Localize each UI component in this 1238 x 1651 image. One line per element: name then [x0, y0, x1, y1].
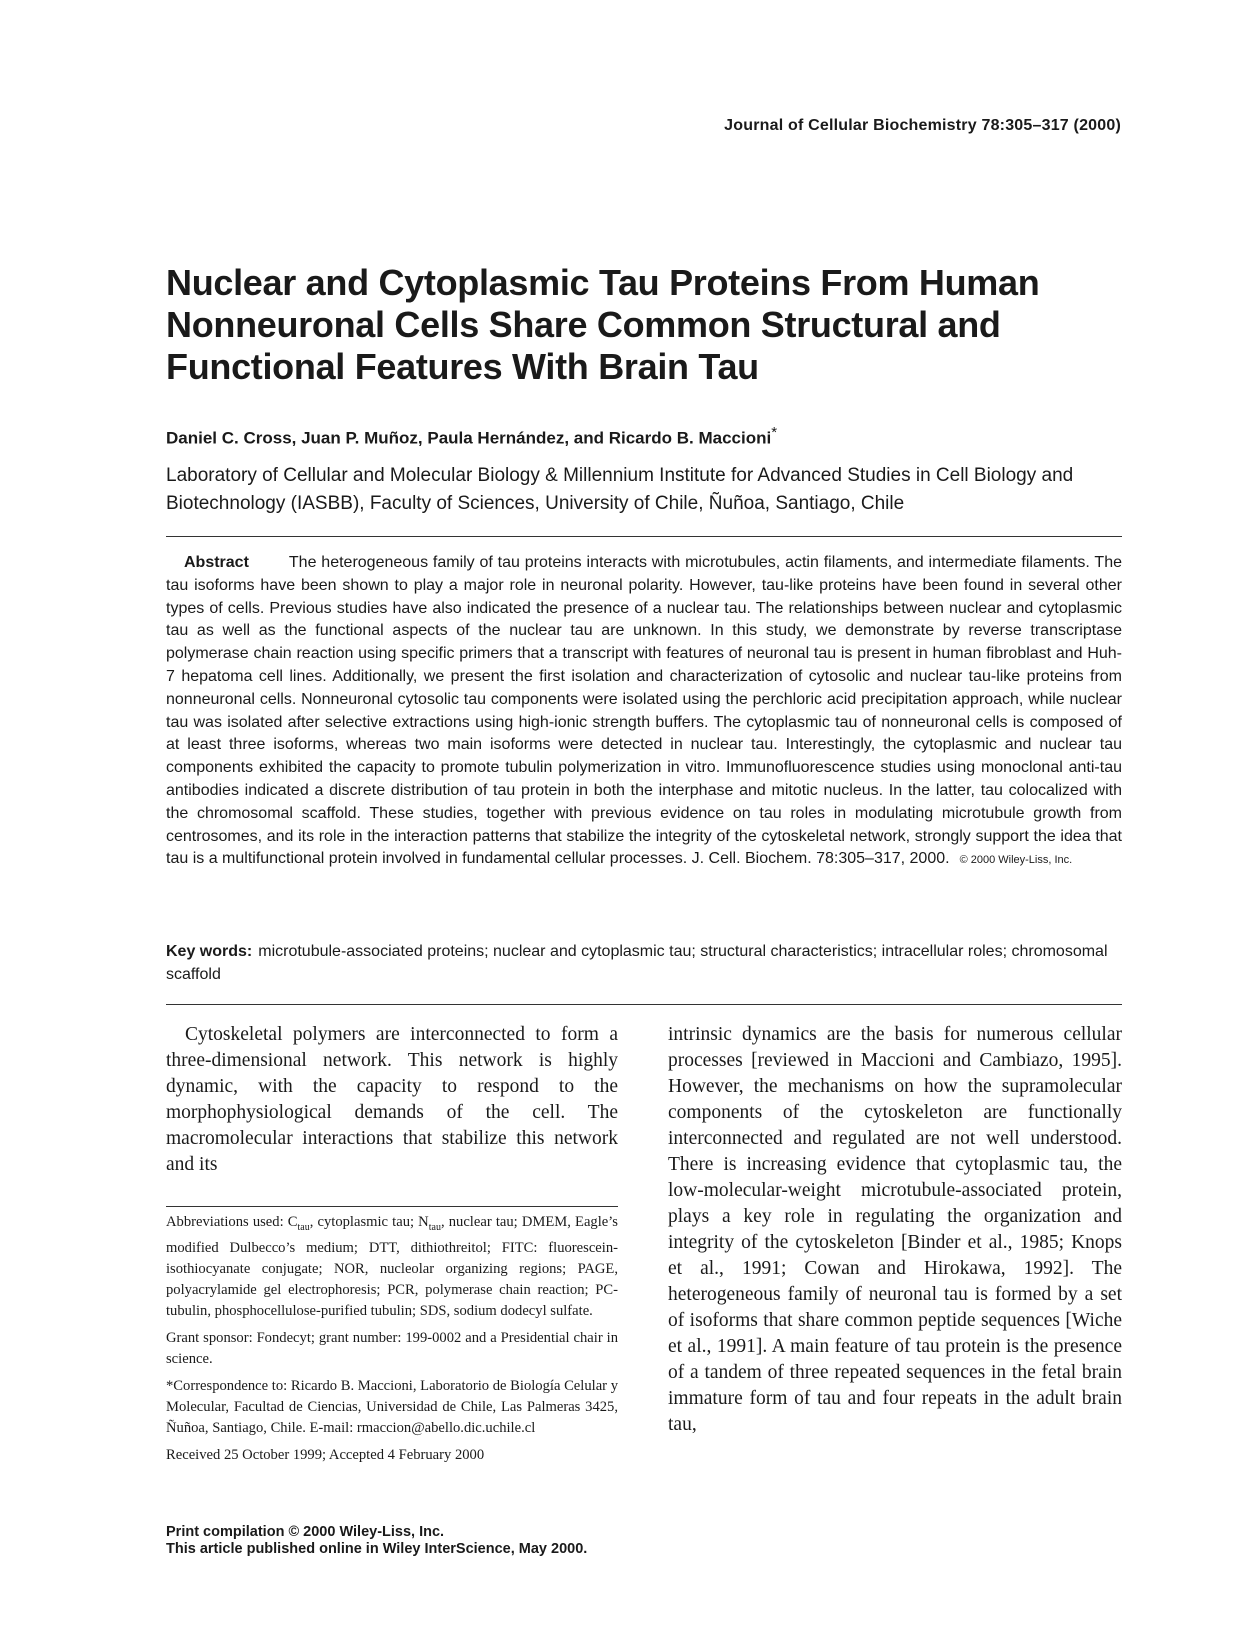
abstract-text: The heterogeneous family of tau proteins interacts with microtubules, actin filaments, and intermediate filaments. The tau isoforms have been shown to play a major role in neuronal polarity. However, tau-like proteins have been found in several other types of cells. Previous studies have also indicated the presence of a nuclear tau. The relationships between nuclear and cytoplasmic tau as well as the functional aspects of the nuclear tau are unknown. In this study, we demonstrate by reverse transcriptase polymerase chain reaction using specific primers that a transcript with features of neuronal tau is present in human fibroblast and Huh-7 hepatoma cell lines. Additionally, we present the first isolation and characterization of cytosolic and nuclear tau-like proteins from nonneuronal cells. Nonneuronal cytosolic tau components were isolated using the perchloric acid precipitation approach, while nuclear tau was isolated after selective extractions using high-ionic strength buffers. The cytoplasmic tau of nonneuronal cells is composed of at least three isoforms, whereas two main isoforms were detected in nuclear tau. Interestingly, the cytoplasmic and nuclear tau components exhibited the capacity to promote tubulin polymerization in vitro. Immunofluorescence studies using monoclonal anti-tau antibodies indicated a discrete distribution of tau protein in both the interphase and mitotic nucleus. In the latter, tau colocalized with the chromosomal scaffold. These studies, together with previous evidence on tau roles in modulating microtubule growth from centrosomes, and its role in the interaction patterns that stabilize the integrity of the cytoskeletal network, strongly support the idea that tau is a multifunctional protein involved in fundamental cellular processes. J. Cell. Biochem. 78:305–317, 2000. — [166, 554, 1122, 868]
abstract-copyright: © 2000 Wiley-Liss, Inc. — [959, 854, 1073, 867]
footnote-grant: Grant sponsor: Fondecyt; grant number: 199-0002 and a Presidential chair in science. — [166, 1329, 618, 1367]
abbrev-prefix: Abbreviations used: C — [166, 1214, 298, 1230]
author-list — [166, 424, 777, 449]
article-title: Nuclear and Cytoplasmic Tau Proteins From Human Nonneuronal Cells Share Common Structural and Functional Features With Brain Tau — [166, 262, 1040, 387]
online-publication: This article published online in Wiley InterScience, May 2000. — [166, 1541, 588, 1557]
footnote-correspondence: *Correspondence to: Ricardo B. Maccioni, Laboratorio de Biología Celular y Molecular, Facultad de Ciencias, Universidad de Chile, Las Palmeras 3425, Ñuñoa, Santiago, Chile. E-mail: rmaccion@abello.dic.uchile.cl — [166, 1377, 618, 1436]
footnote-received: Received 25 October 1999; Accepted 4 February 2000 — [166, 1446, 485, 1463]
body-column-left: Cytoskeletal polymers are interconnected to form a three-dimensional network. This network is highly dynamic, with the capacity to respond to the morphophysiological demands of the cell. The macromolecular interactions that stabilize this network and its — [166, 1024, 618, 1175]
abbrev-rest: , nuclear tau; DMEM, Eagle’s modified Dulbecco’s medium; DTT, dithiothreitol; FITC: fluorescein-isothiocyanate conjugate; NOR, nucleolar organizing regions; PAGE, polyacrylamide gel electrophoresis; PCR, polymerase chain reaction; PC-tubulin, phosphocellulose-purified tubulin; SDS, sodium dodecyl sulfate. — [166, 1214, 618, 1319]
keywords-text: microtubule-associated proteins; nuclear and cytoplasmic tau; structural characteristics; intracellular roles; chromosomal scaffold — [166, 943, 1108, 983]
corresponding-mark: * — [771, 424, 778, 441]
keywords — [166, 940, 1122, 986]
print-compilation: Print compilation © 2000 Wiley-Liss, Inc. — [166, 1524, 445, 1540]
author-names: Daniel C. Cross, Juan P. Muñoz, Paula Hernández, and Ricardo B. Maccioni — [166, 428, 772, 448]
print-info — [166, 1524, 587, 1558]
abbrev-middle: , cytoplasmic tau; N — [309, 1214, 429, 1230]
footnote-abbreviations — [166, 1212, 618, 1322]
journal-citation: Journal of Cellular Biochemistry 78:305–317 (2000) — [724, 117, 1121, 134]
abbrev-subscript-ctau: tau — [297, 1221, 310, 1233]
footnotes — [166, 1212, 618, 1472]
keywords-label: Key words: — [166, 943, 253, 960]
abstract — [166, 552, 1122, 872]
body-column-right: intrinsic dynamics are the basis for numerous cellular processes [reviewed in Maccioni and Cambiazo, 1995]. However, the mechanisms on how the supramolecular components of the cytoskeleton are functionally interconnected and regulated are not well understood. There is increasing evidence that cytoplasmic tau, the low-molecular-weight microtubule-associated protein, plays a key role in regulating the organization and integrity of the cytoskeleton [Binder et al., 1985; Knops et al., 1991; Cowan and Hirokawa, 1992]. The heterogeneous family of neuronal tau is formed by a set of isoforms that share common peptide sequences [Wiche et al., 1991]. A main feature of tau protein is the presence of a tandem of three repeated sequences in the fetal brain immature form of tau and four repeats in the adult brain tau, — [668, 1024, 1122, 1435]
abbrev-subscript-ntau: tau — [428, 1221, 441, 1233]
footnote-rule — [166, 1206, 618, 1207]
divider-top — [166, 536, 1122, 537]
divider-bottom — [166, 1004, 1122, 1005]
abstract-label: Abstract — [184, 554, 249, 571]
affiliation: Laboratory of Cellular and Molecular Biology & Millennium Institute for Advanced Studies in Cell Biology and Biotechnology (IASBB), Faculty of Sciences, University of Chile, Ñuñoa, Santiago, Chile — [166, 465, 1074, 514]
